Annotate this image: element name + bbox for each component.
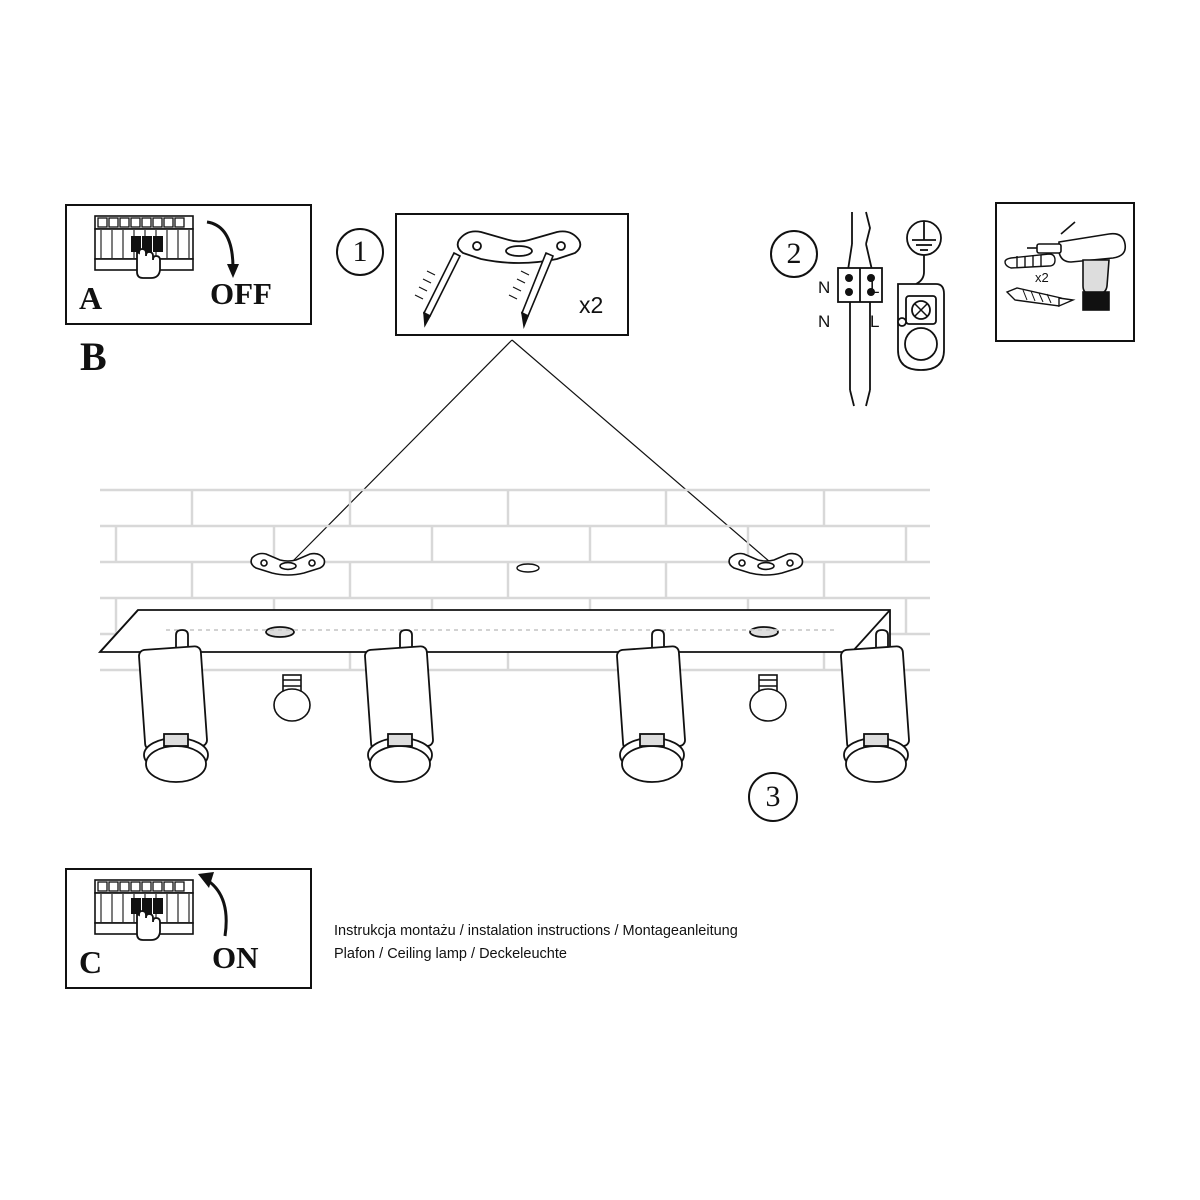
- spot-lamp-4: [841, 630, 910, 782]
- spot-lamp-1: [139, 630, 208, 782]
- step-1-parts-panel: [395, 213, 629, 336]
- step-2-badge: 2: [770, 230, 818, 278]
- document-title-line-2: Plafon / Ceiling lamp / Deckeleuchte: [334, 946, 567, 962]
- mounting-bracket-and-screws-icon: [397, 215, 631, 338]
- wall-plug-icon: [1005, 254, 1055, 268]
- terminal-label-l-top: L: [870, 278, 880, 297]
- panel-c-letter: C: [79, 944, 103, 980]
- tools-panel: [995, 202, 1135, 342]
- fuse-box-switch-on-icon: [67, 870, 314, 991]
- screw-icon: [1007, 288, 1073, 306]
- curved-arrow-up-icon: [207, 880, 226, 936]
- document-title-line-1: Instrukcja montażu / instalation instructions / Montageanleitung: [334, 923, 738, 939]
- wall-bracket-left: [251, 554, 324, 576]
- panel-c: [65, 868, 312, 989]
- curved-arrow-down-icon: [207, 222, 233, 268]
- terminal-label-n-bottom: N: [818, 312, 831, 331]
- terminal-label-l-bottom: L: [870, 312, 880, 331]
- panel-b-letter: B: [80, 334, 107, 379]
- panel-a: [65, 204, 312, 325]
- spot-lamp-3: [617, 630, 686, 782]
- panel-c-state-label: ON: [212, 940, 259, 975]
- ceiling-hole-mark: [517, 564, 539, 572]
- bulb-loose-right: [750, 675, 786, 721]
- tools-quantity: x2: [1035, 270, 1049, 285]
- panel-a-state-label: OFF: [210, 276, 272, 311]
- wall-bracket-right: [729, 554, 802, 576]
- panel-a-letter: A: [79, 280, 103, 316]
- step-3-badge: 3: [748, 772, 798, 822]
- arrow-head: [198, 872, 214, 888]
- step-1-quantity: x2: [579, 292, 604, 318]
- lamp-base-bar: [100, 610, 890, 652]
- terminal-label-n-top: N: [818, 278, 831, 297]
- earth-ground-symbol-icon: [907, 221, 941, 284]
- bulb-loose-left: [274, 675, 310, 721]
- spot-lamp-2: [365, 630, 434, 782]
- fuse-box-switch-off-icon: [67, 206, 314, 327]
- step-1-badge: 1: [336, 228, 384, 276]
